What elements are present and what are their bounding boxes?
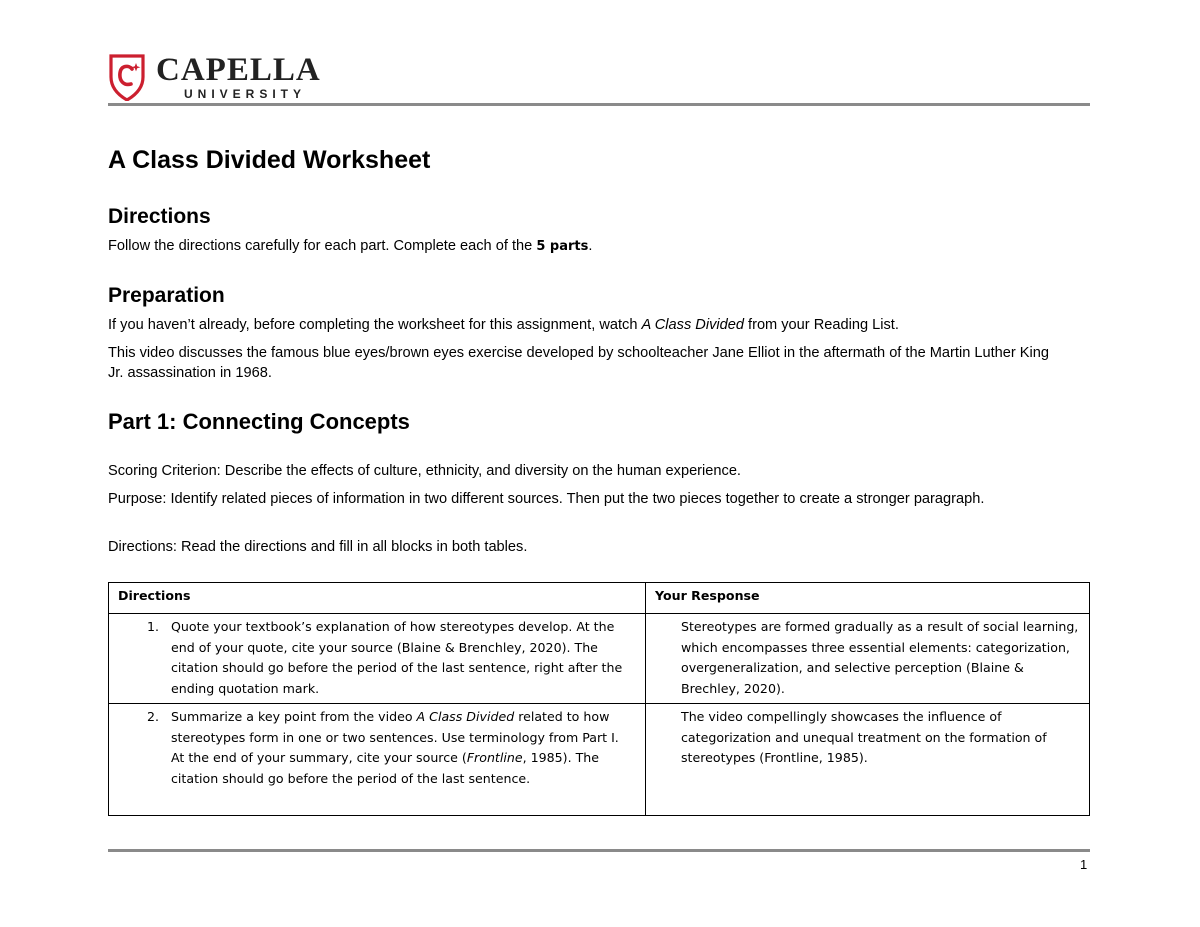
table-header-row [109, 583, 1090, 614]
footer-rule [108, 849, 1090, 852]
row-number: 1. [146, 619, 159, 634]
capella-logo [108, 53, 338, 103]
brand-subtitle: UNIVERSITY [184, 87, 307, 101]
part1-heading: Part 1: Connecting Concepts [108, 409, 410, 434]
page-number: 1 [1080, 857, 1088, 872]
table-row [109, 614, 1090, 704]
part1-directions: Directions: Read the directions and fill in all blocks in both tables. [108, 539, 528, 555]
row-number: 2. [146, 709, 159, 724]
worksheet-table [108, 582, 1090, 816]
response-text: Stereotypes are formed gradually as a result of social learning, which encompasses three essential elements: categorization, overgeneralization, and selective perception (Blaine & Brechley, 2020). [681, 619, 1079, 696]
response-cell[interactable] [646, 704, 1090, 816]
page-title: A Class Divided Worksheet [108, 146, 431, 174]
direction-cell [109, 704, 646, 816]
preparation-text-2: This video discusses the famous blue eyes/brown eyes exercise developed by schoolteacher Jane Elliot in the aftermath of the Martin Luther King Jr. assassination in 1968. [108, 345, 1050, 381]
shield-icon [108, 53, 146, 101]
video-title: A Class Divided [641, 317, 744, 333]
directions-heading: Directions [108, 205, 211, 228]
purpose-text: Purpose: Identify related pieces of information in two different sources. Then put the two pieces together to create a stronger paragraph. [108, 491, 985, 507]
header-directions: Directions [109, 583, 646, 614]
preparation-text-1: If you haven’t already, before completing the worksheet for this assignment, watch A Class Divided from your Reading List. [108, 317, 899, 333]
response-text: The video compellingly showcases the influence of categorization and unequal treatment on the formation of stereotypes (Frontline, 1985). [681, 709, 1047, 765]
scoring-criterion: Scoring Criterion: Describe the effects of culture, ethnicity, and diversity on the human experience. [108, 463, 741, 479]
parts-count: 5 parts [536, 239, 589, 254]
table-row [109, 704, 1090, 816]
direction-cell [109, 614, 646, 704]
header-response: Your Response [646, 583, 1090, 614]
direction-text: Quote your textbook’s explanation of how stereotypes develop. At the end of your quote, cite your source (Blaine & Brenchley, 2020). The citation should go before the period of the last sentence, right after the ending quotation mark. [171, 619, 623, 696]
header-rule [108, 103, 1090, 106]
directions-text: Follow the directions carefully for each part. Complete each of the 5 parts. [108, 238, 593, 254]
direction-text: Summarize a key point from the video A Class Divided related to how stereotypes form in one or two sentences. Use terminology from Part I. At the end of your summary, cite your source (Frontline, 1985). The citation should go before the period of the last sentence. [171, 709, 619, 786]
preparation-heading: Preparation [108, 284, 225, 307]
response-cell[interactable] [646, 614, 1090, 704]
brand-name: CAPELLA [156, 52, 321, 88]
